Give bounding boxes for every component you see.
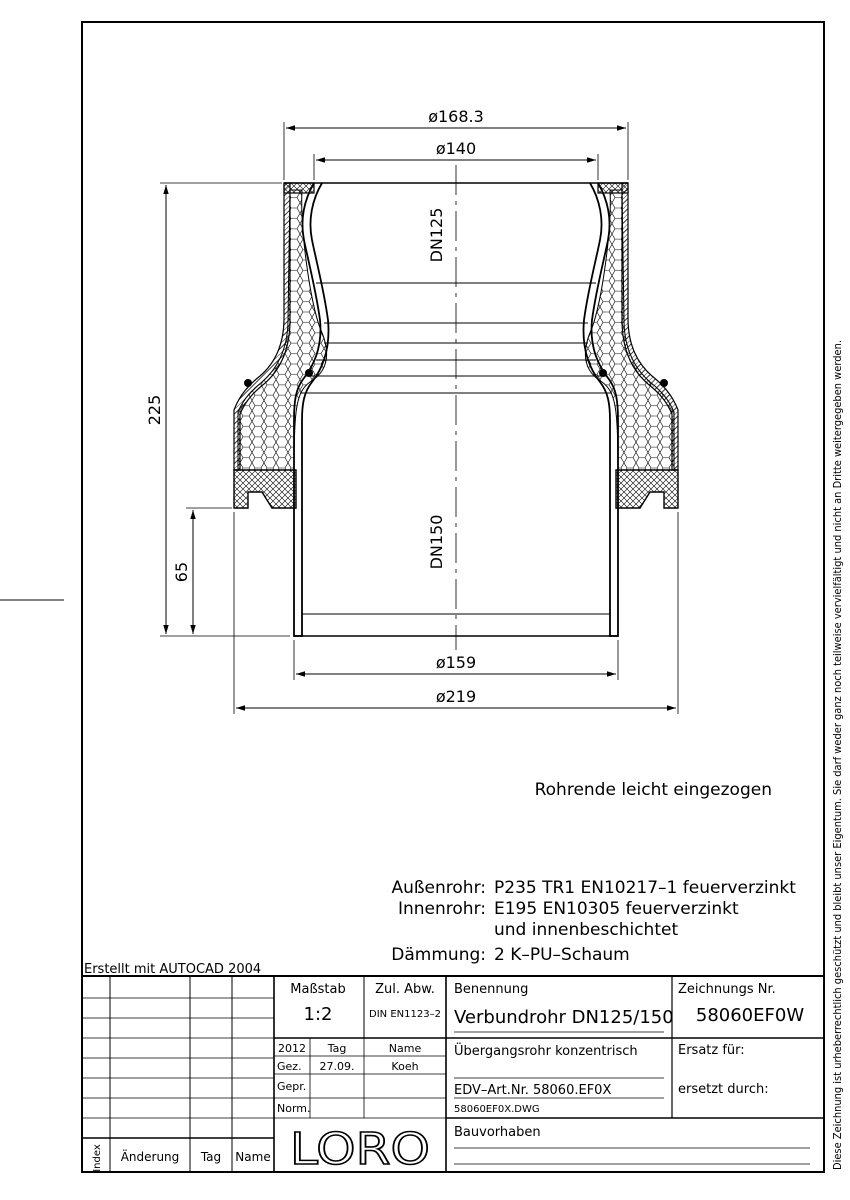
- note-pipe-end: Rohrende leicht eingezogen: [534, 780, 772, 800]
- dim-od-top: ø168.3: [428, 107, 484, 126]
- dn-bottom-label: DN150: [427, 514, 446, 570]
- dim-od-insulation: ø219: [435, 687, 477, 706]
- weld-dot: [305, 369, 313, 377]
- insulation-foam-right: [585, 190, 674, 470]
- end-cap-left: [234, 470, 296, 508]
- benennung-sub: Übergangsrohr konzentrisch: [454, 1044, 638, 1059]
- weld-dot: [599, 369, 607, 377]
- spec-inner-label: Innenrohr:: [397, 899, 486, 919]
- gez-label: Gez.: [277, 1060, 302, 1073]
- rev-tag: Tag: [200, 1150, 222, 1164]
- spec-insulation-label: Dämmung:: [391, 945, 486, 965]
- zul-abw-label: Zul. Abw.: [375, 982, 435, 997]
- loro-logo: LORO: [290, 1124, 430, 1175]
- created-with: Erstellt mit AUTOCAD 2004: [84, 962, 262, 977]
- spec-outer-value: P235 TR1 EN10217–1 feuerverzinkt: [494, 878, 796, 898]
- zeichnungs-value: 58060EF0W: [695, 1005, 805, 1026]
- dim-height-total: 225: [145, 394, 164, 426]
- year-cell: 2012: [278, 1042, 306, 1055]
- spec-inner-value: E195 EN10305 feuerverzinkt: [494, 899, 739, 919]
- zeichnungs-label: Zeichnungs Nr.: [678, 982, 776, 997]
- end-cap-right: [616, 470, 678, 508]
- spec-inner-value-2: und innenbeschichtet: [494, 920, 679, 940]
- rev-name: Name: [235, 1150, 271, 1164]
- ersatz-label: Ersatz für:: [678, 1043, 745, 1058]
- zul-abw-value: DIN EN1123–2: [369, 1009, 441, 1020]
- name-header: Name: [388, 1042, 422, 1055]
- spec-insulation-value: 2 K–PU–Schaum: [494, 945, 630, 965]
- tag-header: Tag: [327, 1042, 347, 1055]
- rev-index: Index: [92, 1144, 103, 1172]
- dwg-value: 58060EF0X.DWG: [454, 1104, 540, 1115]
- dim-height-socket: 65: [172, 561, 191, 583]
- edv-value: EDV–Art.Nr. 58060.EF0X: [454, 1083, 612, 1098]
- massstab-value: 1:2: [303, 1004, 333, 1025]
- massstab-label: Maßstab: [290, 982, 346, 997]
- spec-outer-label: Außenrohr:: [391, 878, 486, 898]
- gepr-label: Gepr.: [277, 1080, 307, 1093]
- dim-od-bottom: ø159: [435, 653, 477, 672]
- ersetzt-label: ersetzt durch:: [678, 1082, 769, 1097]
- weld-dot: [244, 379, 252, 387]
- norm-label: Norm.: [277, 1102, 311, 1115]
- insulation-foam-left: [238, 190, 327, 470]
- dn-top-label: DN125: [427, 207, 446, 263]
- gez-name: Koeh: [391, 1060, 419, 1073]
- dim-id-top: ø140: [435, 139, 477, 158]
- gez-date: 27.09.: [319, 1060, 355, 1073]
- weld-dot: [660, 379, 668, 387]
- rev-aenderung: Änderung: [120, 1150, 180, 1164]
- benennung-value: Verbundrohr DN125/150: [454, 1007, 674, 1028]
- copyright-note: Diese Zeichnung ist urheberrechtlich geschützt und bleibt unser Eigentum. Sie darf weder ganz noch teilweise vervielfältigt und nicht an Dritte weitergegeben werden.: [833, 314, 844, 1170]
- bauvorhaben-label: Bauvorhaben: [454, 1125, 541, 1140]
- benennung-label: Benennung: [454, 982, 529, 997]
